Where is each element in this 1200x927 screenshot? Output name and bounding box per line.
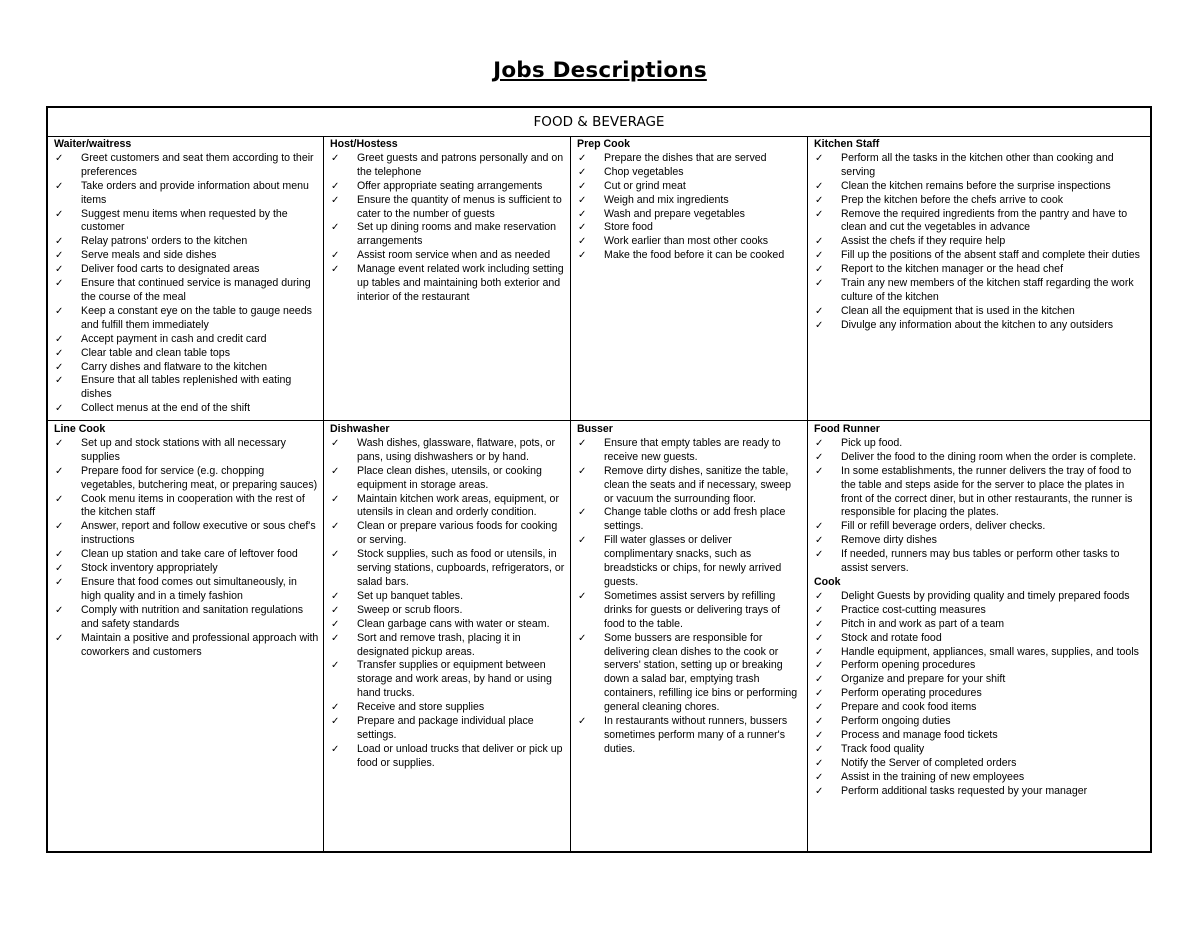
duty-text: Clean up station and take care of leftover food [81, 548, 298, 561]
check-icon: ✓ [815, 208, 824, 220]
check-icon: ✓ [331, 590, 340, 602]
role-title: Host/Hostess [330, 138, 398, 150]
duty-text: Perform all the tasks in the kitchen other than cooking and serving [841, 151, 1114, 178]
duty-text: Fill up the positions of the absent staff and complete their duties [841, 249, 1140, 262]
duty-item [814, 771, 1146, 785]
check-icon: ✓ [815, 451, 824, 463]
role-cell-busser [571, 421, 808, 851]
check-icon: ✓ [55, 361, 64, 373]
duty-item [577, 152, 803, 166]
check-icon: ✓ [55, 305, 64, 317]
duty-text: Greet guests and patrons personally and on the telephone [357, 151, 564, 178]
duty-item [577, 437, 803, 465]
check-icon: ✓ [815, 264, 824, 276]
check-icon: ✓ [331, 493, 340, 505]
duty-item [54, 208, 319, 236]
duty-text: Load or unload trucks that deliver or pick up food or supplies. [357, 742, 563, 769]
duty-text: Stock inventory appropriately [81, 562, 218, 575]
duty-item [814, 715, 1146, 729]
duty-text: Perform operating procedures [841, 687, 982, 700]
duty-text: Transfer supplies or equipment between storage and work areas, by hand or using hand trucks. [357, 659, 552, 700]
check-icon: ✓ [578, 632, 587, 644]
duty-text: Practice cost-cutting measures [841, 603, 986, 616]
duty-text: Perform additional tasks requested by your manager [841, 784, 1088, 797]
role-title: Cook [814, 575, 841, 588]
duty-text: Stock supplies, such as food or utensils, in serving stations, cupboards, refrigerators, or salad bars. [357, 548, 565, 588]
role-cell-food-runner [808, 421, 1150, 851]
check-icon: ✓ [815, 674, 824, 686]
duty-text: Perform opening procedures [841, 659, 976, 672]
duty-text: Prepare and cook food items [841, 701, 977, 714]
check-icon: ✓ [578, 716, 587, 728]
duty-item [814, 729, 1146, 743]
check-icon: ✓ [331, 465, 340, 477]
duty-item [577, 166, 803, 180]
check-icon: ✓ [815, 757, 824, 769]
duty-item [577, 194, 803, 208]
duty-text: Fill or refill beverage orders, deliver checks. [841, 520, 1046, 533]
duty-item [814, 277, 1146, 305]
duty-item [330, 618, 566, 632]
duty-text: Remove dirty dishes [841, 534, 937, 547]
duty-item [330, 743, 566, 771]
duty-item [54, 520, 319, 548]
check-icon: ✓ [55, 437, 64, 449]
duty-item [814, 659, 1146, 673]
check-icon: ✓ [815, 771, 824, 783]
duty-text: In restaurants without runners, bussers sometimes perform many of a runner's duties. [604, 715, 788, 755]
duty-text: Assist room service when and as needed [357, 249, 551, 262]
check-icon: ✓ [578, 465, 587, 477]
check-icon: ✓ [331, 716, 340, 728]
duty-item [330, 465, 566, 493]
table-row [48, 136, 1150, 421]
check-icon: ✓ [331, 660, 340, 672]
duty-text: Cut or grind meat [604, 179, 686, 192]
duty-item [54, 632, 319, 660]
duty-list [330, 152, 566, 305]
duty-text: Sort and remove trash, placing it in designated pickup areas. [357, 631, 521, 658]
duty-item [577, 180, 803, 194]
duty-item [54, 402, 319, 416]
duty-item [814, 548, 1146, 576]
duty-item [814, 604, 1146, 618]
duty-text: Track food quality [841, 742, 925, 755]
duty-list [577, 437, 803, 757]
check-icon: ✓ [331, 152, 340, 164]
check-icon: ✓ [815, 549, 824, 561]
duty-text: Carry dishes and flatware to the kitchen [81, 360, 268, 373]
duty-text: In some establishments, the runner delivers the tray of food to the table and steps aside for the server to place the plates in front of the correct diner, but in other restaurants, the runner is responsible for placing the plates. [841, 464, 1133, 519]
duty-list [54, 437, 319, 660]
duty-text: Take orders and provide information about menu items [81, 179, 309, 206]
check-icon: ✓ [55, 375, 64, 387]
duty-text: Weigh and mix ingredients [604, 193, 729, 206]
duty-text: Serve meals and side dishes [81, 249, 217, 262]
duty-text: Make the food before it can be cooked [604, 249, 785, 262]
check-icon: ✓ [55, 632, 64, 644]
role-title: Prep Cook [577, 138, 630, 150]
check-icon: ✓ [815, 646, 824, 658]
duty-text: Keep a constant eye on the table to gauge needs and fulfill them immediately [81, 304, 312, 331]
role-cell-prep-cook [571, 136, 808, 420]
duty-item [814, 701, 1146, 715]
check-icon: ✓ [331, 194, 340, 206]
duty-item [330, 221, 566, 249]
duty-item [330, 715, 566, 743]
duty-item [330, 701, 566, 715]
duty-item [577, 208, 803, 222]
duty-text: Maintain a positive and professional approach with coworkers and customers [81, 631, 319, 658]
duty-text: Pick up food. [841, 436, 903, 449]
duty-item [54, 493, 319, 521]
duty-item [814, 743, 1146, 757]
duty-text: Ensure the quantity of menus is sufficient to cater to the number of guests [357, 193, 562, 220]
duty-item [577, 249, 803, 263]
role-cell-waiter [48, 136, 324, 420]
check-icon: ✓ [578, 535, 587, 547]
check-icon: ✓ [815, 180, 824, 192]
check-icon: ✓ [815, 305, 824, 317]
check-icon: ✓ [578, 236, 587, 248]
duty-text: Delight Guests by providing quality and timely prepared foods [841, 589, 1130, 602]
duty-item [54, 277, 319, 305]
duty-item [330, 604, 566, 618]
check-icon: ✓ [815, 729, 824, 741]
duty-item [330, 437, 566, 465]
duty-list [54, 152, 319, 416]
check-icon: ✓ [55, 236, 64, 248]
duty-item [814, 235, 1146, 249]
duty-text: Fill water glasses or deliver complimentary snacks, such as breadsticks or chips, for newly arrived guests. [604, 534, 782, 588]
duty-text: Wash and prepare vegetables [604, 207, 745, 220]
duty-text: Receive and store supplies [357, 701, 485, 714]
duty-text: Comply with nutrition and sanitation regulations and safety standards [81, 603, 304, 630]
check-icon: ✓ [55, 563, 64, 575]
duty-item [54, 604, 319, 632]
duty-text: Set up banquet tables. [357, 589, 464, 602]
duty-item [814, 687, 1146, 701]
duty-text: Maintain kitchen work areas, equipment, or utensils in clean and orderly condition. [357, 492, 559, 519]
role-title: Waiter/waitress [54, 138, 132, 150]
duty-text: Process and manage food tickets [841, 728, 998, 741]
check-icon: ✓ [815, 632, 824, 644]
duty-item [814, 618, 1146, 632]
check-icon: ✓ [815, 152, 824, 164]
duty-item [54, 374, 319, 402]
check-icon: ✓ [815, 618, 824, 630]
check-icon: ✓ [55, 264, 64, 276]
duty-item [577, 465, 803, 507]
duty-text: Ensure that all tables replenished with eating dishes [81, 374, 292, 401]
check-icon: ✓ [578, 180, 587, 192]
duty-text: Pitch in and work as part of a team [841, 617, 1005, 630]
duty-item [54, 249, 319, 263]
jobs-table [46, 106, 1152, 853]
duty-list [814, 590, 1146, 799]
check-icon: ✓ [331, 743, 340, 755]
duty-text: Ensure that food comes out simultaneously, in high quality and in a timely fashion [81, 575, 297, 602]
role-title: Food Runner [814, 423, 880, 435]
duty-text: Work earlier than most other cooks [604, 235, 769, 248]
section-header: FOOD & BEVERAGE [48, 108, 1150, 137]
duty-item [814, 152, 1146, 180]
check-icon: ✓ [815, 590, 824, 602]
duty-item [330, 194, 566, 222]
duty-item [330, 249, 566, 263]
duty-text: Organize and prepare for your shift [841, 673, 1006, 686]
role-title: Line Cook [54, 423, 106, 435]
duty-text: Place clean dishes, utensils, or cooking equipment in storage areas. [357, 464, 542, 491]
duty-text: Notify the Server of completed orders [841, 756, 1017, 769]
duty-text: Relay patrons' orders to the kitchen [81, 235, 248, 248]
duty-item [330, 590, 566, 604]
check-icon: ✓ [331, 618, 340, 630]
duty-item [54, 180, 319, 208]
role-title: Dishwasher [330, 423, 390, 435]
duty-item [814, 263, 1146, 277]
check-icon: ✓ [815, 604, 824, 616]
duty-list [814, 152, 1146, 333]
duty-text: Offer appropriate seating arrangements [357, 179, 543, 192]
duty-text: Prepare and package individual place settings. [357, 715, 534, 741]
duty-item [814, 632, 1146, 646]
check-icon: ✓ [331, 604, 340, 616]
duty-text: Sweep or scrub floors. [357, 603, 463, 616]
duty-text: Clear table and clean table tops [81, 346, 231, 359]
table-row [48, 421, 1150, 851]
check-icon: ✓ [55, 604, 64, 616]
duty-item [54, 333, 319, 347]
check-icon: ✓ [331, 549, 340, 561]
duty-item [814, 194, 1146, 208]
duty-item [54, 305, 319, 333]
duty-text: If needed, runners may bus tables or perform other tasks to assist servers. [841, 548, 1120, 575]
duty-text: Set up dining rooms and make reservation arrangements [357, 221, 557, 248]
check-icon: ✓ [331, 521, 340, 533]
check-icon: ✓ [55, 403, 64, 415]
duty-text: Deliver the food to the dining room when the order is complete. [841, 450, 1137, 463]
duty-text: Clean or prepare various foods for cooking or serving. [357, 520, 558, 547]
check-icon: ✓ [331, 222, 340, 234]
check-icon: ✓ [578, 590, 587, 602]
duty-item [577, 221, 803, 235]
check-icon: ✓ [578, 250, 587, 262]
duty-text: Report to the kitchen manager or the head chef [841, 263, 1064, 276]
check-icon: ✓ [815, 535, 824, 547]
role-title: Kitchen Staff [814, 138, 880, 150]
check-icon: ✓ [578, 166, 587, 178]
role-cell-host [324, 136, 571, 420]
page-title: Jobs Descriptions [493, 58, 707, 83]
check-icon: ✓ [815, 465, 824, 477]
check-icon: ✓ [815, 319, 824, 331]
duty-item [814, 465, 1146, 521]
check-icon: ✓ [55, 347, 64, 359]
check-icon: ✓ [578, 194, 587, 206]
check-icon: ✓ [331, 632, 340, 644]
duty-item [814, 673, 1146, 687]
duty-item [577, 715, 803, 757]
check-icon: ✓ [815, 236, 824, 248]
check-icon: ✓ [815, 702, 824, 714]
duty-text: Perform ongoing duties [841, 715, 951, 728]
duty-item [330, 659, 566, 701]
duty-item [54, 152, 319, 180]
duty-text: Train any new members of the kitchen staff regarding the work culture of the kitchen [841, 277, 1134, 303]
check-icon: ✓ [55, 152, 64, 164]
duty-text: Deliver food carts to designated areas [81, 263, 260, 276]
check-icon: ✓ [815, 521, 824, 533]
duty-text: Prepare the dishes that are served [604, 151, 767, 164]
duty-item [330, 632, 566, 660]
check-icon: ✓ [55, 180, 64, 192]
check-icon: ✓ [55, 278, 64, 290]
duty-text: Divulge any information about the kitchen to any outsiders [841, 318, 1114, 331]
duty-item [54, 548, 319, 562]
duty-item [577, 235, 803, 249]
check-icon: ✓ [578, 222, 587, 234]
duty-list [330, 437, 566, 771]
duty-text: Chop vegetables [604, 165, 684, 178]
duty-text: Prep the kitchen before the chefs arrive to cook [841, 193, 1064, 206]
duty-item [54, 361, 319, 375]
check-icon: ✓ [815, 250, 824, 262]
duty-item [577, 534, 803, 590]
duty-item [330, 493, 566, 521]
duty-item [814, 520, 1146, 534]
duty-item [54, 235, 319, 249]
check-icon: ✓ [578, 507, 587, 519]
duty-text: Prepare food for service (e.g. chopping vegetables, butchering meat, or preparing sauces) [81, 464, 318, 491]
duty-item [54, 437, 319, 465]
duty-item [577, 590, 803, 632]
duty-text: Some bussers are responsible for delivering clean dishes to the cook or servers' station, setting up or breaking down a salad bar, emptying trash containers, refilling ice bins or performing general cleaning chores. [604, 631, 798, 714]
duty-text: Ensure that empty tables are ready to receive new guests. [604, 436, 781, 463]
duty-text: Assist in the training of new employees [841, 770, 1025, 783]
check-icon: ✓ [331, 264, 340, 276]
check-icon: ✓ [815, 660, 824, 672]
duty-item [54, 263, 319, 277]
check-icon: ✓ [815, 688, 824, 700]
duty-item [814, 785, 1146, 799]
check-icon: ✓ [55, 208, 64, 220]
check-icon: ✓ [578, 208, 587, 220]
duty-item [577, 506, 803, 534]
duty-text: Store food [604, 221, 653, 234]
role-cell-kitchen-staff [808, 136, 1150, 420]
duty-text: Accept payment in cash and credit card [81, 332, 267, 345]
check-icon: ✓ [815, 278, 824, 290]
duty-item [814, 180, 1146, 194]
check-icon: ✓ [55, 521, 64, 533]
duty-item [814, 437, 1146, 451]
duty-item [814, 249, 1146, 263]
check-icon: ✓ [815, 743, 824, 755]
role-cell-dishwasher [324, 421, 571, 851]
check-icon: ✓ [815, 716, 824, 728]
check-icon: ✓ [331, 250, 340, 262]
duty-text: Greet customers and seat them according to their preferences [81, 151, 314, 178]
duty-item [330, 520, 566, 548]
duty-item [54, 347, 319, 361]
check-icon: ✓ [578, 152, 587, 164]
duty-text: Assist the chefs if they require help [841, 235, 1006, 248]
duty-item [330, 152, 566, 180]
duty-item [54, 562, 319, 576]
duty-text: Stock and rotate food [841, 631, 942, 644]
duty-text: Answer, report and follow executive or sous chef's instructions [81, 520, 316, 547]
duty-item [814, 590, 1146, 604]
duty-item [814, 305, 1146, 319]
duty-item [814, 208, 1146, 236]
role-cell-line-cook [48, 421, 324, 851]
duty-item [54, 576, 319, 604]
role-title: Busser [577, 423, 613, 435]
duty-text: Ensure that continued service is managed during the course of the meal [81, 277, 311, 303]
check-icon: ✓ [55, 576, 64, 588]
duty-text: Clean garbage cans with water or steam. [357, 617, 550, 630]
duty-text: Remove dirty dishes, sanitize the table, clean the seats and if necessary, sweep or vacuum the surrounding floor. [604, 464, 792, 505]
check-icon: ✓ [55, 333, 64, 345]
duty-item [577, 632, 803, 715]
check-icon: ✓ [331, 702, 340, 714]
check-icon: ✓ [331, 180, 340, 192]
duty-item [814, 757, 1146, 771]
duty-text: Suggest menu items when requested by the customer [81, 207, 288, 234]
check-icon: ✓ [815, 785, 824, 797]
duty-item [814, 646, 1146, 660]
duty-item [814, 451, 1146, 465]
duty-text: Cook menu items in cooperation with the rest of the kitchen staff [81, 492, 305, 519]
duty-item [54, 465, 319, 493]
duty-item [330, 548, 566, 590]
check-icon: ✓ [55, 250, 64, 262]
duty-text: Handle equipment, appliances, small wares, supplies, and tools [841, 645, 1139, 658]
check-icon: ✓ [331, 437, 340, 449]
check-icon: ✓ [815, 194, 824, 206]
duty-list [814, 437, 1146, 576]
check-icon: ✓ [55, 549, 64, 561]
duty-item [330, 180, 566, 194]
duty-text: Wash dishes, glassware, flatware, pots, or pans, using dishwashers or by hand. [357, 436, 556, 463]
duty-text: Manage event related work including setting up tables and maintaining both exterior and interior of the restaurant [357, 263, 564, 303]
duty-text: Remove the required ingredients from the pantry and have to clean and cut the vegetables in advance [841, 207, 1128, 234]
duty-text: Clean the kitchen remains before the surprise inspections [841, 179, 1111, 192]
duty-text: Change table cloths or add fresh place settings. [604, 506, 786, 533]
check-icon: ✓ [815, 437, 824, 449]
duty-text: Sometimes assist servers by refilling drinks for guests or delivering trays of food to the table. [604, 589, 781, 630]
check-icon: ✓ [55, 493, 64, 505]
duty-text: Collect menus at the end of the shift [81, 402, 251, 415]
duty-text: Clean all the equipment that is used in the kitchen [841, 304, 1075, 317]
duty-item [814, 319, 1146, 333]
duty-item [814, 534, 1146, 548]
check-icon: ✓ [55, 465, 64, 477]
duty-item [330, 263, 566, 305]
check-icon: ✓ [578, 437, 587, 449]
duty-list [577, 152, 803, 263]
duty-text: Set up and stock stations with all necessary supplies [81, 436, 286, 463]
